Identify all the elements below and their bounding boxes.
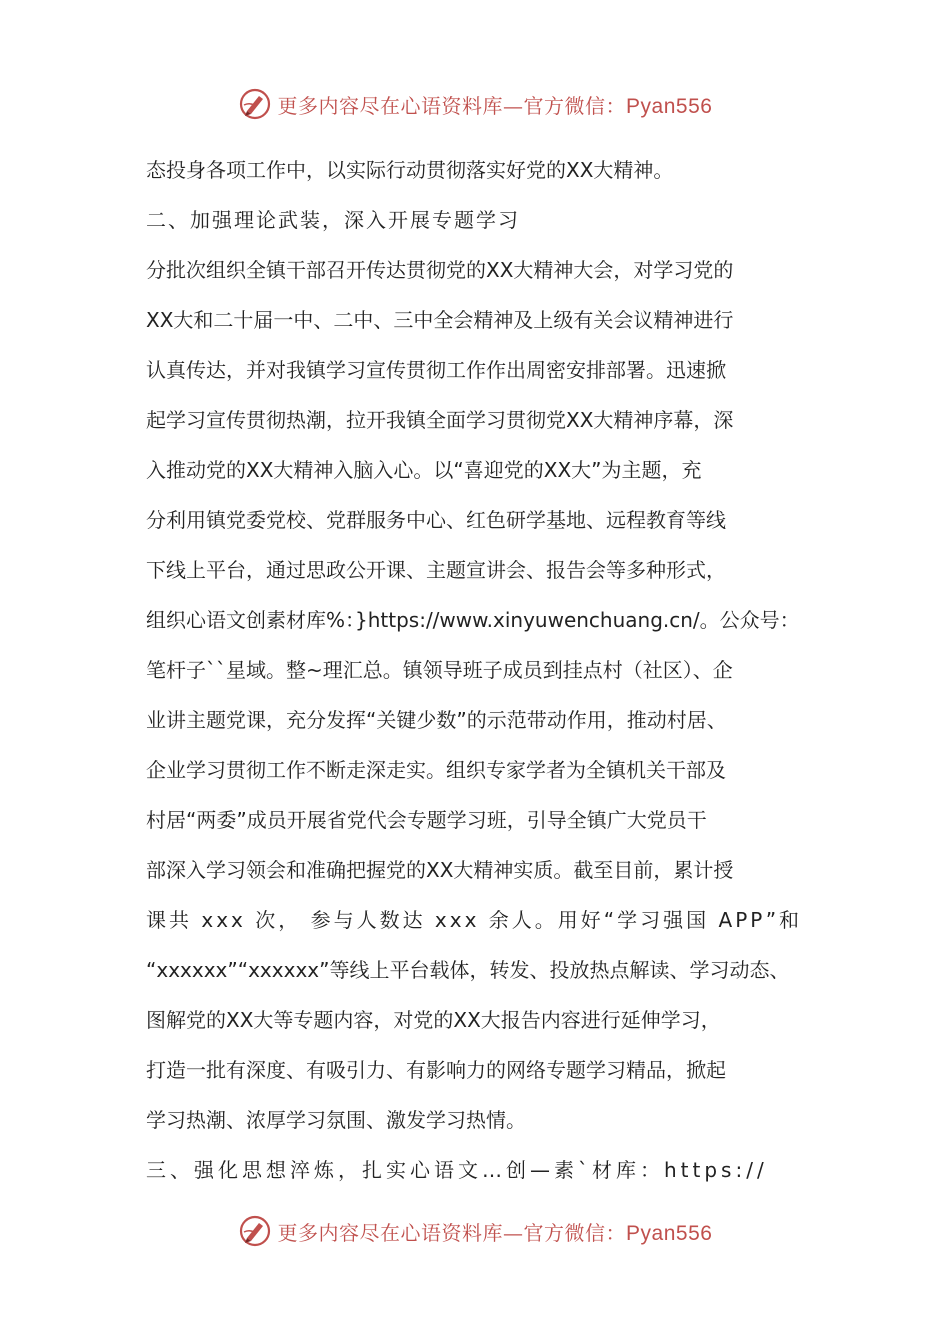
paragraph-line: 下线上平台，通过思政公开课、主题宣讲会、报告会等多种形式， xyxy=(146,558,726,582)
paragraph-line: 课共 xxx 次， 参与人数达 xxx 余人。用好“学习强国 APP”和 xyxy=(146,908,803,932)
footer-watermark-banner xyxy=(0,1211,950,1251)
paragraph-line: 态投身各项工作中，以实际行动贯彻落实好党的XX大精神。 xyxy=(146,158,674,182)
banner-text: 更多内容尽在心语资料库—官方微信：Pyan556 xyxy=(277,1220,713,1245)
paragraph-line: 组织心语文创素材库%：}https://www.xinyuwenchuang.cn/。公众号： xyxy=(146,608,800,632)
paragraph-line: 图解党的XX大等专题内容，对党的XX大报告内容进行延伸学习， xyxy=(146,1008,721,1032)
header-watermark-banner xyxy=(0,84,950,124)
paragraph-line: 部深入学习领会和准确把握党的XX大精神实质。截至目前，累计授 xyxy=(146,858,734,882)
paragraph-line: “xxxxxx”“xxxxxx”等线上平台载体，转发、投放热点解读、学习动态、 xyxy=(146,958,790,982)
paragraph-line: 起学习宣传贯彻热潮，拉开我镇全面学习贯彻党XX大精神序幕，深 xyxy=(146,408,734,432)
paragraph-line: 入推动党的XX大精神入脑入心。以“喜迎党的XX大”为主题，充 xyxy=(146,458,702,482)
document-body xyxy=(146,150,826,1200)
wechat-handle: Pyan556 xyxy=(626,1221,713,1245)
wechat-handle: Pyan556 xyxy=(626,94,713,118)
paragraph-line: 村居“两委”成员开展省党代会专题学习班，引导全镇广大党员干 xyxy=(146,808,707,832)
paragraph-line: XX大和二十届一中、二中、三中全会精神及上级有关会议精神进行 xyxy=(146,308,734,332)
paragraph-line: 业讲主题党课，充分发挥“关键少数”的示范带动作用，推动村居、 xyxy=(146,708,727,732)
paragraph-line: 学习热潮、浓厚学习氛围、激发学习热情。 xyxy=(146,1108,526,1132)
section-heading-3: 三、强化思想淬炼，扎实心语文…创—素`材库：https:// xyxy=(146,1158,768,1182)
paragraph-line: 分批次组织全镇干部召开传达贯彻党的XX大精神大会，对学习党的 xyxy=(146,258,734,282)
paragraph-line: 打造一批有深度、有吸引力、有影响力的网络专题学习精品，掀起 xyxy=(146,1058,726,1082)
pen-logo-icon xyxy=(238,1214,272,1248)
paragraph-line: 企业学习贯彻工作不断走深走实。组织专家学者为全镇机关干部及 xyxy=(146,758,726,782)
pen-logo-icon xyxy=(238,87,272,121)
section-heading-2: 二、加强理论武装，深入开展专题学习 xyxy=(146,208,520,232)
paragraph-line: 笔杆子``星域。整~理汇总。镇领导班子成员到挂点村（社区）、企 xyxy=(146,658,733,682)
banner-text: 更多内容尽在心语资料库—官方微信：Pyan556 xyxy=(277,93,713,118)
paragraph-line: 分利用镇党委党校、党群服务中心、红色研学基地、远程教育等线 xyxy=(146,508,726,532)
paragraph-line: 认真传达，并对我镇学习宣传贯彻工作作出周密安排部署。迅速掀 xyxy=(146,358,726,382)
